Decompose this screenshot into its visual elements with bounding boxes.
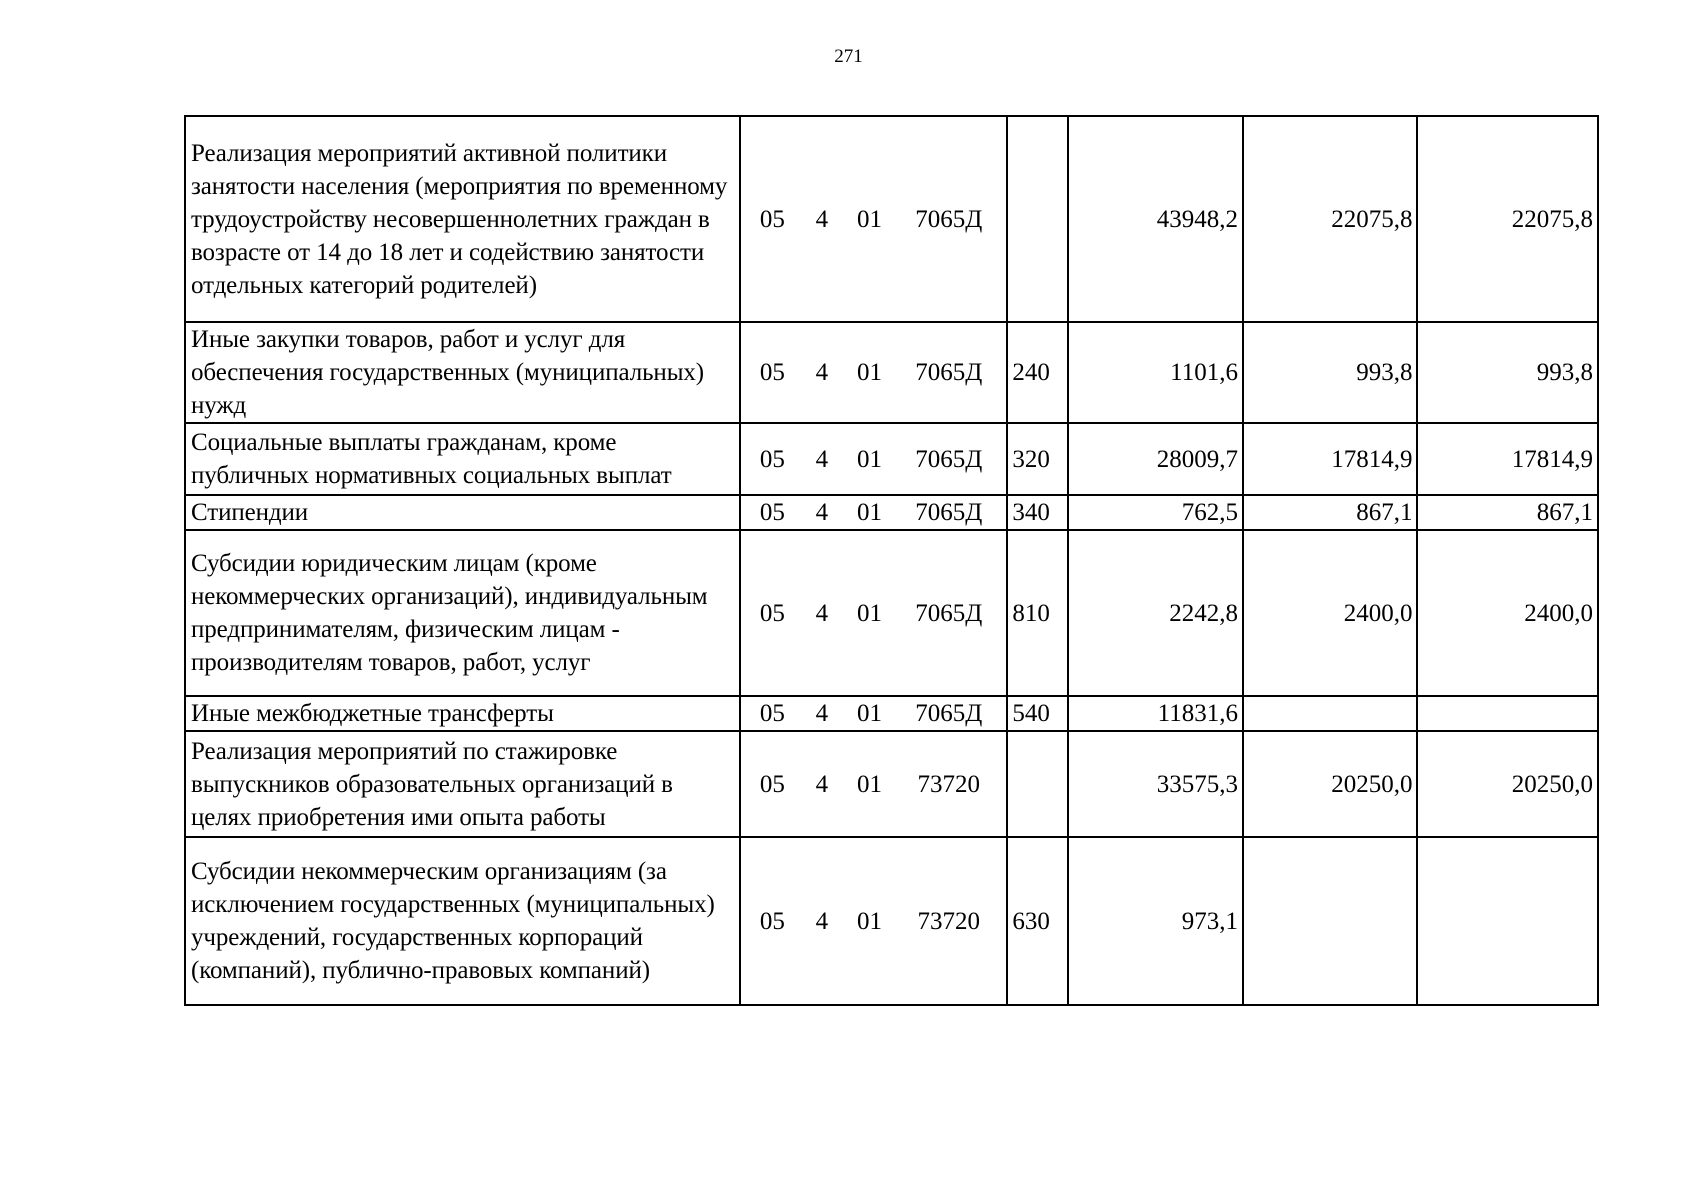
row-code: [740, 423, 1008, 495]
row-description: Реализация мероприятий активной политики занятости населения (мероприятия по временному трудоустройству несовершеннолетних граждан в возрасте от 14 до 18 лет и содействию занятости отдельных категорий родителей): [185, 116, 740, 322]
expense-type: 630: [1007, 837, 1068, 1005]
code-group: 01: [856, 770, 882, 798]
expense-type: 320: [1007, 423, 1068, 495]
code-section: 05: [759, 205, 785, 233]
code-section: 05: [759, 359, 785, 386]
amount-1: 1101,6: [1068, 322, 1242, 423]
amount-2: 993,8: [1243, 322, 1417, 423]
row-code: [740, 731, 1008, 837]
amount-3: 2400,0: [1417, 530, 1598, 696]
code-group: 01: [856, 700, 882, 727]
row-code: [740, 696, 1008, 731]
table-row: [185, 837, 1598, 1005]
row-code: [740, 530, 1008, 696]
amount-3: 867,1: [1417, 495, 1598, 530]
code-subprogram: 4: [815, 907, 829, 935]
table-row: [185, 116, 1598, 322]
code-section: 05: [759, 599, 785, 627]
code-article: 73720: [917, 907, 981, 935]
amount-3: [1417, 837, 1598, 1005]
amount-2: 22075,8: [1243, 116, 1417, 322]
code-article: 7065Д: [915, 599, 983, 627]
expense-type: 340: [1007, 495, 1068, 530]
code-subprogram: 4: [815, 499, 829, 526]
amount-3: 993,8: [1417, 322, 1598, 423]
amount-2: 20250,0: [1243, 731, 1417, 837]
code-subprogram: 4: [815, 359, 829, 386]
amount-2: 17814,9: [1243, 423, 1417, 495]
amount-2: [1243, 696, 1417, 731]
code-article: 7065Д: [915, 359, 983, 386]
code-section: 05: [759, 499, 785, 526]
amount-1: 973,1: [1068, 837, 1242, 1005]
code-subprogram: 4: [815, 770, 829, 798]
code-group: 01: [856, 499, 882, 526]
code-group: 01: [856, 359, 882, 386]
amount-1: 28009,7: [1068, 423, 1242, 495]
table-row: [185, 322, 1598, 423]
code-section: 05: [759, 700, 785, 727]
row-description: Иные межбюджетные трансферты: [185, 696, 740, 731]
amount-2: 2400,0: [1243, 530, 1417, 696]
code-group: 01: [856, 907, 882, 935]
row-description: Реализация мероприятий по стажировке выпускников образовательных организаций в целях приобретения ими опыта работы: [185, 731, 740, 837]
amount-1: 33575,3: [1068, 731, 1242, 837]
amount-3: 22075,8: [1417, 116, 1598, 322]
code-group: 01: [856, 205, 882, 233]
amount-3: [1417, 696, 1598, 731]
amount-1: 762,5: [1068, 495, 1242, 530]
code-group: 01: [856, 599, 882, 627]
row-code: [740, 837, 1008, 1005]
code-subprogram: 4: [815, 700, 829, 727]
row-code: [740, 116, 1008, 322]
amount-1: 43948,2: [1068, 116, 1242, 322]
amount-3: 20250,0: [1417, 731, 1598, 837]
amount-2: 867,1: [1243, 495, 1417, 530]
expense-type: 540: [1007, 696, 1068, 731]
code-article: 73720: [917, 770, 981, 798]
code-article: 7065Д: [915, 700, 983, 727]
expense-type: [1007, 731, 1068, 837]
expense-type: 810: [1007, 530, 1068, 696]
row-description: Социальные выплаты гражданам, кроме публичных нормативных социальных выплат: [185, 423, 740, 495]
table-row: [185, 423, 1598, 495]
amount-1: 11831,6: [1068, 696, 1242, 731]
amount-1: 2242,8: [1068, 530, 1242, 696]
table-row: [185, 530, 1598, 696]
expense-type: [1007, 116, 1068, 322]
code-subprogram: 4: [815, 205, 829, 233]
code-subprogram: 4: [815, 599, 829, 627]
code-section: 05: [759, 907, 785, 935]
code-group: 01: [856, 445, 882, 473]
code-section: 05: [759, 770, 785, 798]
table-row: [185, 696, 1598, 731]
amount-3: 17814,9: [1417, 423, 1598, 495]
row-code: [740, 495, 1008, 530]
table-row: [185, 495, 1598, 530]
amount-2: [1243, 837, 1417, 1005]
code-article: 7065Д: [915, 499, 983, 526]
code-section: 05: [759, 445, 785, 473]
code-article: 7065Д: [915, 445, 983, 473]
row-code: [740, 322, 1008, 423]
code-article: 7065Д: [915, 205, 983, 233]
code-subprogram: 4: [815, 445, 829, 473]
page-number: 271: [834, 46, 863, 67]
row-description: Субсидии некоммерческим организациям (за исключением государственных (муниципальных) учреждений, государственных корпораций (компаний), публично-правовых компаний): [185, 837, 740, 1005]
row-description: Стипендии: [185, 495, 740, 530]
budget-table: [184, 115, 1599, 1006]
table-row: [185, 731, 1598, 837]
row-description: Субсидии юридическим лицам (кроме некоммерческих организаций), индивидуальным предпринимателям, физическим лицам - производителям товаров, работ, услуг: [185, 530, 740, 696]
expense-type: 240: [1007, 322, 1068, 423]
row-description: Иные закупки товаров, работ и услуг для обеспечения государственных (муниципальных) нужд: [185, 322, 740, 423]
